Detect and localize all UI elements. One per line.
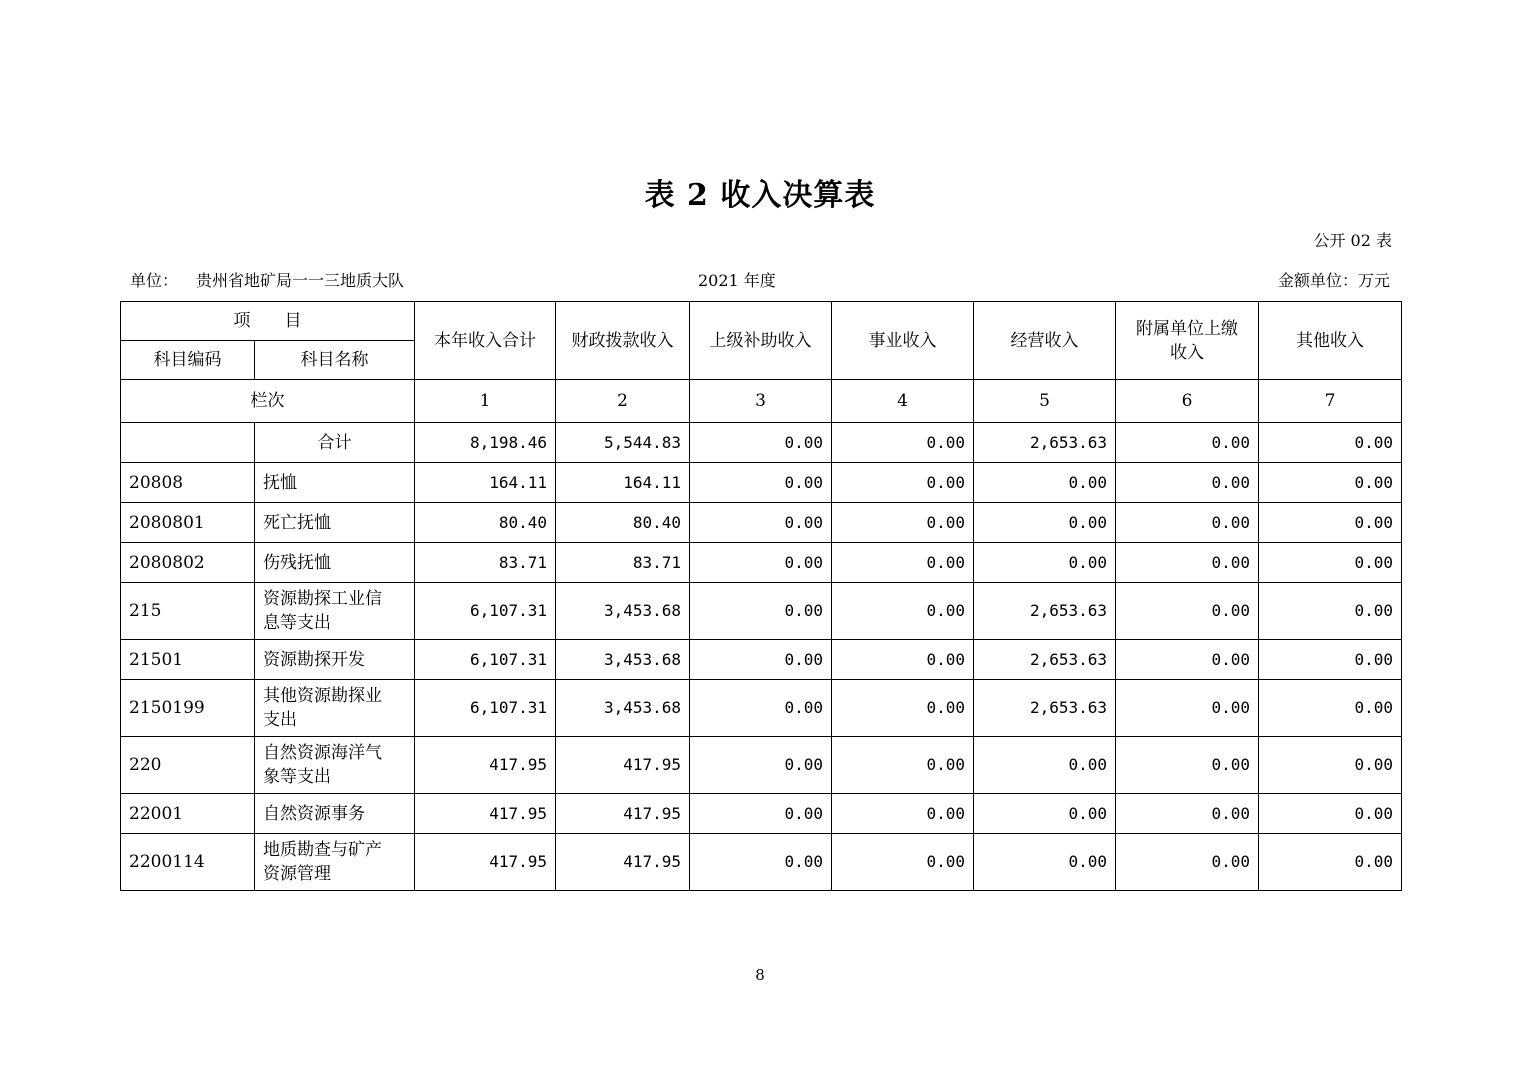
table-row [121,583,1402,640]
total-value: 8,198.46 [415,423,556,463]
header-col7: 其他收入 [1259,302,1402,380]
fiscal-year: 2021 年度 [698,271,776,290]
amount-cell: 0.00 [832,737,974,794]
column-index: 7 [1259,380,1402,423]
subject-code: 215 [121,583,255,640]
subject-code: 2080802 [121,543,255,583]
column-index: 3 [690,380,832,423]
header-name: 科目名称 [255,341,415,380]
amount-cell: 0.00 [974,543,1116,583]
amount-cell: 0.00 [690,583,832,640]
amount-cell: 0.00 [690,794,832,834]
table-row [121,503,1402,543]
amount-cell: 2,653.63 [974,640,1116,680]
amount-cell: 164.11 [556,463,690,503]
unit-label: 单位： [130,271,179,290]
amount-cell: 3,453.68 [556,583,690,640]
amount-cell: 0.00 [1116,583,1259,640]
amount-cell: 0.00 [1116,543,1259,583]
amount-cell: 6,107.31 [415,680,556,737]
subject-code: 20808 [121,463,255,503]
amount-cell: 0.00 [690,640,832,680]
subject-code: 220 [121,737,255,794]
amount-cell: 0.00 [832,640,974,680]
total-value: 2,653.63 [974,423,1116,463]
subject-name [255,834,415,891]
amount-cell: 3,453.68 [556,640,690,680]
amount-cell: 0.00 [690,543,832,583]
header-col2: 财政拨款收入 [556,302,690,380]
amount-cell: 417.95 [556,794,690,834]
column-index: 1 [415,380,556,423]
amount-cell: 0.00 [832,463,974,503]
subject-name [255,583,415,640]
header-col3: 上级补助收入 [690,302,832,380]
header-col4: 事业收入 [832,302,974,380]
amount-cell: 0.00 [832,583,974,640]
header-code: 科目编码 [121,341,255,380]
table-row [121,680,1402,737]
table-row [121,794,1402,834]
amount-cell: 6,107.31 [415,583,556,640]
column-index-row [121,380,1402,423]
amount-cell: 2,653.63 [974,583,1116,640]
amount-cell: 0.00 [974,503,1116,543]
subject-name-line: 支出 [263,710,297,730]
subject-name-line: 象等支出 [263,767,331,787]
amount-cell: 83.71 [415,543,556,583]
column-index: 4 [832,380,974,423]
column-index-label: 栏次 [121,380,415,423]
subject-name-line: 息等支出 [263,613,331,633]
column-index: 2 [556,380,690,423]
amount-cell: 0.00 [1259,583,1402,640]
amount-cell: 0.00 [832,503,974,543]
amount-cell: 0.00 [1116,503,1259,543]
amount-cell: 83.71 [556,543,690,583]
subject-name [255,737,415,794]
page-title: 表 2 收入决算表 [644,178,876,213]
amount-cell: 417.95 [415,794,556,834]
amount-cell: 2,653.63 [974,680,1116,737]
total-value: 0.00 [832,423,974,463]
total-row [121,423,1402,463]
amount-cell: 0.00 [974,834,1116,891]
amount-cell: 417.95 [556,737,690,794]
table-row [121,834,1402,891]
subject-name-line: 抚恤 [263,472,297,493]
income-table [120,301,1402,891]
subject-name-line: 地质勘查与矿产 [263,840,382,860]
header-col6-line1: 附属单位上缴 [1136,318,1238,339]
amount-cell: 0.00 [690,834,832,891]
amount-cell: 0.00 [1259,737,1402,794]
amount-cell: 0.00 [1259,680,1402,737]
column-index: 6 [1116,380,1259,423]
unit-name: 贵州省地矿局一一三地质大队 [196,271,405,290]
total-value: 5,544.83 [556,423,690,463]
subject-name-line: 资源勘探工业信 [263,589,382,609]
amount-cell: 0.00 [1116,463,1259,503]
header-col5: 经营收入 [974,302,1116,380]
amount-cell: 0.00 [1259,503,1402,543]
amount-cell: 0.00 [690,463,832,503]
header-col1: 本年收入合计 [415,302,556,380]
unit-info [130,268,404,291]
subject-name-line: 自然资源事务 [263,803,365,824]
header-item: 项 目 [121,302,415,341]
amount-cell: 0.00 [974,463,1116,503]
subject-name [255,543,415,583]
subject-name-line: 资源勘探开发 [263,649,365,670]
amount-cell: 80.40 [556,503,690,543]
header-col6-line2: 收入 [1170,342,1204,363]
column-index: 5 [974,380,1116,423]
amount-cell: 0.00 [974,737,1116,794]
amount-cell: 0.00 [1116,834,1259,891]
subject-name-line: 死亡抚恤 [263,512,331,533]
total-value: 0.00 [690,423,832,463]
amount-cell: 0.00 [832,680,974,737]
amount-cell: 0.00 [690,680,832,737]
subject-code: 22001 [121,794,255,834]
total-value: 0.00 [1259,423,1402,463]
amount-cell: 0.00 [1259,640,1402,680]
amount-cell: 3,453.68 [556,680,690,737]
subject-name [255,640,415,680]
total-code-cell [121,423,255,463]
amount-cell: 0.00 [690,737,832,794]
amount-cell: 0.00 [974,794,1116,834]
amount-cell: 0.00 [690,503,832,543]
amount-cell: 417.95 [415,834,556,891]
amount-cell: 6,107.31 [415,640,556,680]
amount-cell: 0.00 [1116,680,1259,737]
total-label: 合计 [255,423,415,463]
subject-name-line: 伤残抚恤 [263,552,331,573]
subject-name-line: 其他资源勘探业 [263,686,382,706]
form-number: 公开 02 表 [1313,231,1392,250]
subject-code: 21501 [121,640,255,680]
subject-name [255,680,415,737]
subject-name-line: 自然资源海洋气 [263,743,382,763]
amount-cell: 0.00 [1259,543,1402,583]
amount-cell: 0.00 [1259,834,1402,891]
subject-name-line: 资源管理 [263,864,331,884]
amount-cell: 80.40 [415,503,556,543]
amount-cell: 0.00 [832,834,974,891]
amount-cell: 0.00 [832,794,974,834]
amount-cell: 0.00 [1116,794,1259,834]
table-row [121,737,1402,794]
amount-cell: 0.00 [1259,794,1402,834]
amount-cell: 0.00 [1116,640,1259,680]
subject-name [255,794,415,834]
amount-unit: 金额单位：万元 [1277,271,1390,290]
table-row [121,543,1402,583]
amount-cell: 0.00 [1116,737,1259,794]
subject-name [255,463,415,503]
amount-cell: 417.95 [556,834,690,891]
table-row [121,640,1402,680]
amount-cell: 0.00 [832,543,974,583]
amount-cell: 0.00 [1259,463,1402,503]
page-number: 8 [755,966,765,984]
subject-code: 2150199 [121,680,255,737]
total-value: 0.00 [1116,423,1259,463]
subject-code: 2080801 [121,503,255,543]
header-col6 [1116,302,1259,380]
amount-cell: 164.11 [415,463,556,503]
subject-code: 2200114 [121,834,255,891]
header-row-1 [121,302,1402,341]
subject-name [255,503,415,543]
table-row [121,463,1402,503]
amount-cell: 417.95 [415,737,556,794]
